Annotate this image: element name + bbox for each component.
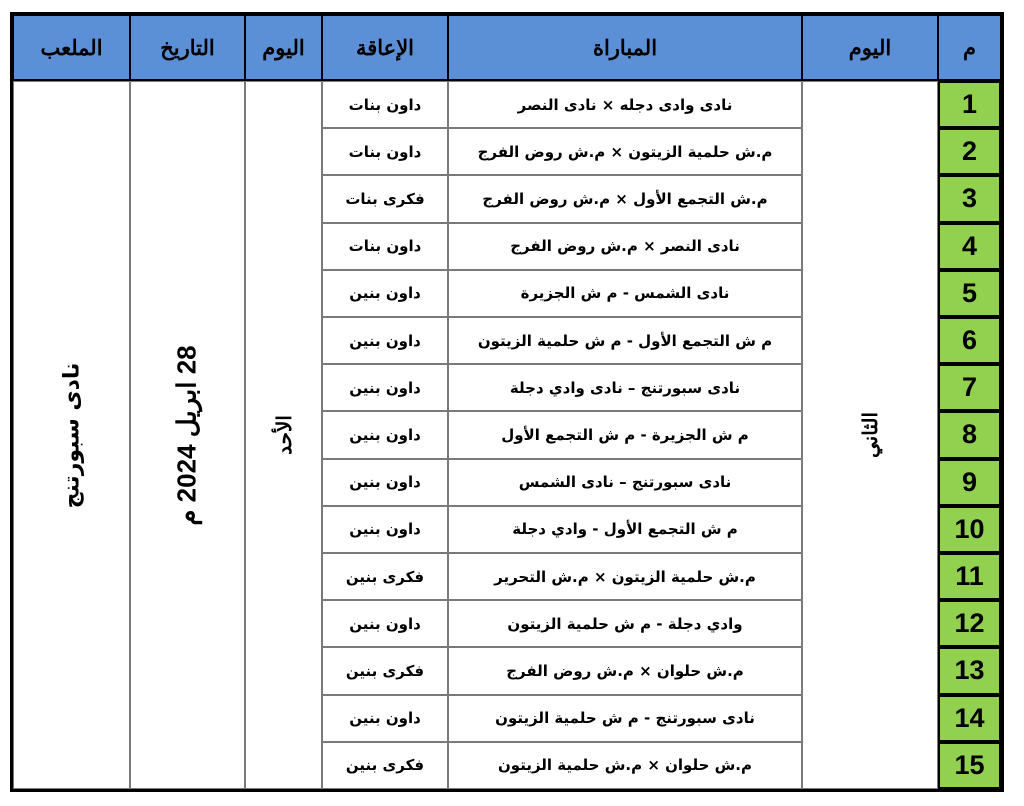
row-number: 14: [938, 695, 1001, 742]
day-right-cell: [802, 81, 938, 789]
match-cell: م.ش حلمية الزيتون × م.ش روض الفرج: [448, 128, 802, 175]
disability-cell: داون بنين: [322, 695, 448, 742]
disability-cell: فكرى بنين: [322, 742, 448, 789]
row-number: 15: [938, 742, 1001, 789]
match-cell: م ش التجمع الأول - وادي دجلة: [448, 506, 802, 553]
match-cell: م.ش حلوان × م.ش روض الفرج: [448, 647, 802, 694]
row-number: 9: [938, 459, 1001, 506]
match-cell: م.ش التجمع الأول × م.ش روض الفرج: [448, 175, 802, 222]
row-number: 6: [938, 317, 1001, 364]
venue-label: نادى سبورتنج: [59, 362, 84, 508]
disability-cell: داون بنين: [322, 364, 448, 411]
day-right-label: الثاني: [857, 411, 882, 459]
disability-cell: داون بنين: [322, 270, 448, 317]
disability-cell: داون بنات: [322, 128, 448, 175]
disability-cell: داون بنين: [322, 317, 448, 364]
row-number: 1: [938, 81, 1001, 128]
disability-cell: فكرى بنات: [322, 175, 448, 222]
header-day-left: اليوم: [245, 15, 322, 81]
row-number: 5: [938, 270, 1001, 317]
header-day-right: اليوم: [802, 15, 938, 81]
match-cell: نادى سبورتنج - م ش حلمية الزيتون: [448, 695, 802, 742]
match-cell: وادي دجلة - م ش حلمية الزيتون: [448, 600, 802, 647]
row-number: 13: [938, 647, 1001, 694]
row-number: 10: [938, 506, 1001, 553]
match-cell: م ش الجزيرة - م ش التجمع الأول: [448, 411, 802, 458]
date-label: 28 ابريل 2024 م: [172, 344, 202, 526]
header-venue: الملعب: [13, 15, 130, 81]
disability-cell: داون بنين: [322, 411, 448, 458]
day-left-cell: [245, 81, 322, 789]
match-cell: نادى وادى دجله × نادى النصر: [448, 81, 802, 128]
match-cell: نادى سبورتنج – نادى الشمس: [448, 459, 802, 506]
venue-cell: [13, 81, 130, 789]
disability-cell: داون بنين: [322, 459, 448, 506]
header-num: م: [938, 15, 1001, 81]
disability-cell: فكرى بنين: [322, 647, 448, 694]
match-cell: م.ش حلمية الزيتون × م.ش التحرير: [448, 553, 802, 600]
day-left-label: الأحد: [271, 415, 296, 455]
row-number: 8: [938, 411, 1001, 458]
header-date: التاريخ: [130, 15, 245, 81]
disability-cell: داون بنين: [322, 600, 448, 647]
disability-cell: داون بنات: [322, 223, 448, 270]
row-number: 7: [938, 364, 1001, 411]
row-number: 4: [938, 223, 1001, 270]
disability-cell: فكرى بنين: [322, 553, 448, 600]
match-cell: نادى الشمس - م ش الجزيرة: [448, 270, 802, 317]
disability-cell: داون بنات: [322, 81, 448, 128]
row-number: 11: [938, 553, 1001, 600]
date-cell: [130, 81, 245, 789]
row-number: 12: [938, 600, 1001, 647]
header-disability: الإعاقة: [322, 15, 448, 81]
match-cell: م ش التجمع الأول - م ش حلمية الزيتون: [448, 317, 802, 364]
match-cell: م.ش حلوان × م.ش حلمية الزيتون: [448, 742, 802, 789]
row-number: 3: [938, 175, 1001, 222]
row-number: 2: [938, 128, 1001, 175]
disability-cell: داون بنين: [322, 506, 448, 553]
header-match: المباراة: [448, 15, 802, 81]
match-cell: نادى النصر × م.ش روض الفرج: [448, 223, 802, 270]
match-cell: نادى سبورتنج – نادى وادي دجلة: [448, 364, 802, 411]
